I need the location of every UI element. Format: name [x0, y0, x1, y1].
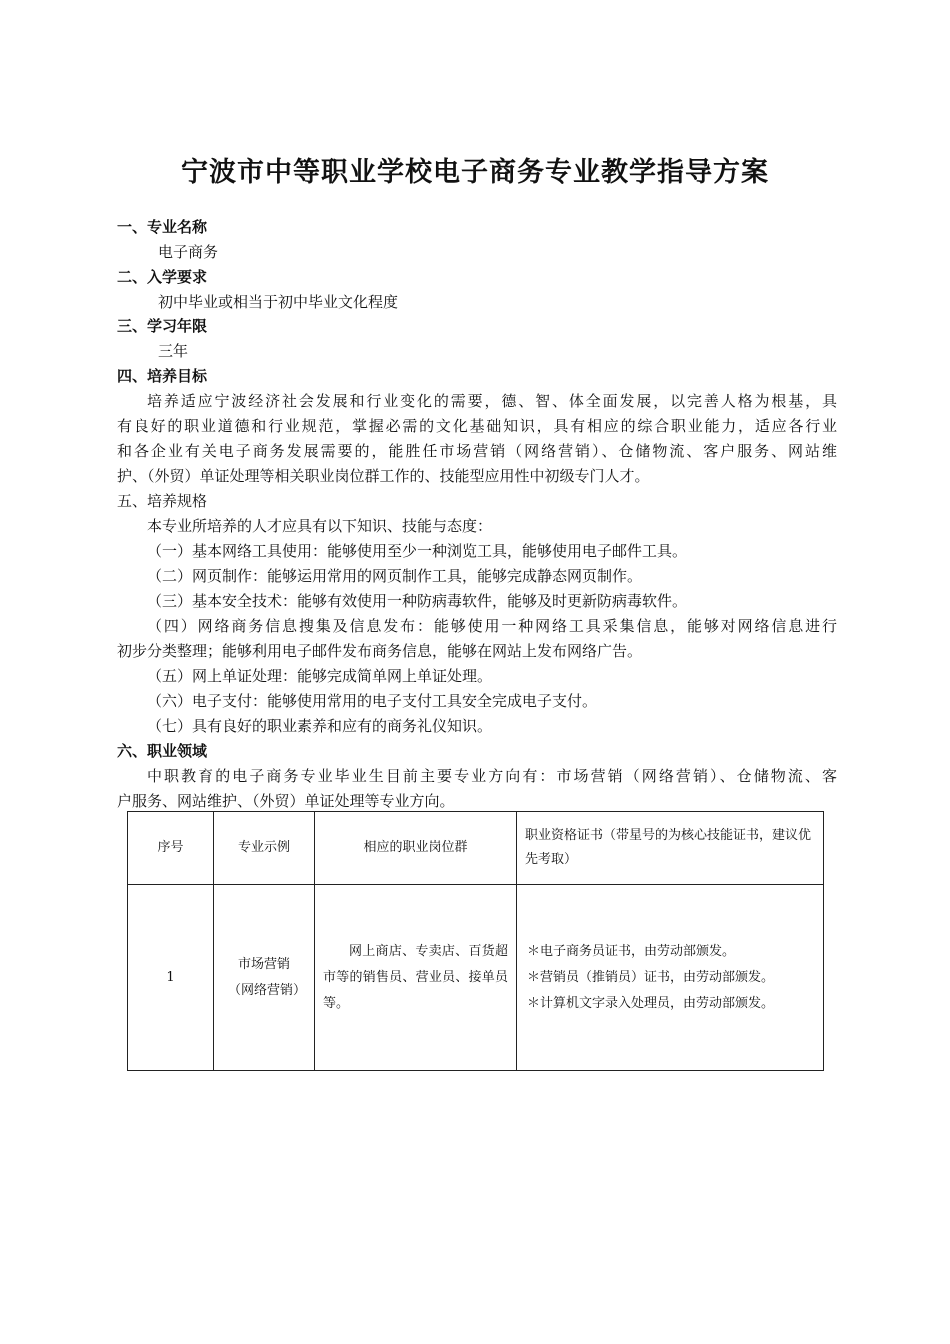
section-4-line: 有良好的职业道德和行业规范，掌握必需的文化基础知识，具有相应的综合职业能力，适应各行业 [117, 417, 837, 435]
section-5-item: （三）基本安全技术：能够有效使用一种防病毒软件，能够及时更新防病毒软件。 [147, 592, 688, 610]
section-5-item: （四）网络商务信息搜集及信息发布：能够使用一种网络工具采集信息，能够对网络信息进行 [147, 617, 837, 635]
cert-item: ＊电子商务员证书，由劳动部颁发。 [527, 943, 736, 959]
section-2-text: 初中毕业或相当于初中毕业文化程度 [158, 293, 399, 311]
section-5-item: （六）电子支付：能够使用常用的电子支付工具安全完成电子支付。 [147, 692, 598, 710]
section-3-text: 三年 [158, 342, 189, 360]
cell-cert [517, 885, 824, 1071]
cell-jobs: 网上商店、专卖店、百货超市等的销售员、营业员、接单员等。 [315, 885, 517, 1071]
cell-example: 市场营销（网络营销） [214, 885, 315, 1071]
header-jobs: 相应的职业岗位群 [315, 812, 517, 885]
section-5-item: （一）基本网络工具使用：能够使用至少一种浏览工具，能够使用电子邮件工具。 [147, 542, 688, 560]
section-6-heading: 六、职业领域 [117, 742, 208, 760]
section-5-heading: 五、培养规格 [117, 492, 208, 510]
header-cert: 职业资格证书（带星号的为核心技能证书，建议优先考取） [517, 812, 824, 885]
cert-item: ＊营销员（推销员）证书，由劳动部颁发。 [527, 969, 775, 985]
section-5-item: 初步分类整理；能够利用电子邮件发布商务信息，能够在网站上发布网络广告。 [117, 642, 643, 660]
header-example: 专业示例 [214, 812, 315, 885]
section-3-heading: 三、学习年限 [117, 317, 208, 335]
section-5-item: （七）具有良好的职业素养和应有的商务礼仪知识。 [147, 717, 493, 735]
section-4-line: 和各企业有关电子商务发展需要的，能胜任市场营销（网络营销）、仓储物流、客户服务、网站维 [117, 442, 837, 460]
page-title: 宁波市中等职业学校电子商务专业教学指导方案 [181, 157, 769, 188]
header-no: 序号 [128, 812, 214, 885]
section-1-heading: 一、专业名称 [117, 218, 208, 236]
occupation-table [127, 811, 824, 1071]
section-1-text: 电子商务 [158, 243, 219, 261]
cell-no: 1 [128, 885, 214, 1071]
section-4-line: 培养适应宁波经济社会发展和行业变化的需要，德、智、体全面发展，以完善人格为根基，具 [147, 392, 837, 410]
table-header-row [128, 812, 824, 885]
section-6-line: 户服务、网站维护、（外贸）单证处理等专业方向。 [117, 792, 455, 810]
section-5-intro: 本专业所培养的人才应具有以下知识、技能与态度： [147, 517, 493, 535]
cert-item: ＊计算机文字录入处理员，由劳动部颁发。 [527, 995, 775, 1011]
section-2-heading: 二、入学要求 [117, 268, 208, 286]
table-row [128, 885, 824, 1071]
section-4-line: 护、（外贸）单证处理等相关职业岗位群工作的、技能型应用性中初级专门人才。 [117, 467, 650, 485]
section-5-item: （五）网上单证处理：能够完成简单网上单证处理。 [147, 667, 493, 685]
section-6-line: 中职教育的电子商务专业毕业生目前主要专业方向有：市场营销（网络营销）、仓储物流、客 [147, 767, 837, 785]
section-4-heading: 四、培养目标 [117, 367, 208, 385]
section-5-item: （二）网页制作：能够运用常用的网页制作工具，能够完成静态网页制作。 [147, 567, 643, 585]
